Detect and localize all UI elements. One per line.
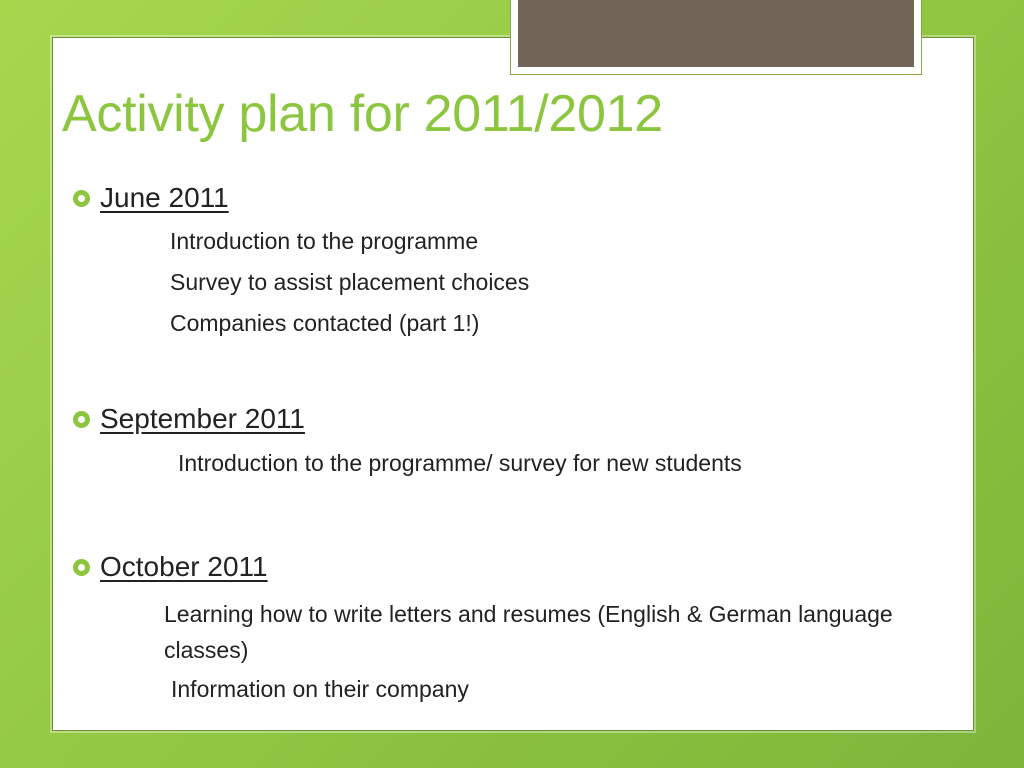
circle-bullet-icon (73, 190, 90, 207)
title-decoration-tab (510, 0, 922, 75)
section-heading: June 2011 (100, 182, 229, 213)
section-heading: September 2011 (100, 403, 305, 434)
section-june-2011 (0, 182, 1024, 336)
slide-title: Activity plan for 2011/2012 (62, 85, 663, 143)
circle-bullet-icon (73, 559, 90, 576)
section-heading: October 2011 (100, 551, 268, 582)
section-heading-row (0, 403, 1024, 443)
list-item: Information on their company (171, 676, 469, 702)
title-decoration-bar (518, 0, 914, 67)
section-october-2011 (0, 551, 1024, 702)
section-heading-row (0, 551, 1024, 591)
section-heading-row (0, 182, 1024, 222)
list-item: Introduction to the programme (170, 228, 479, 254)
section-september-2011 (0, 403, 1024, 476)
list-item: Companies contacted (part 1!) (170, 310, 480, 336)
circle-bullet-icon (73, 411, 90, 428)
list-item: Learning how to write letters and resumes (English & German language classes) (164, 601, 893, 663)
list-item: Introduction to the programme/ survey for new students (178, 450, 742, 476)
list-item: Survey to assist placement choices (170, 269, 530, 295)
